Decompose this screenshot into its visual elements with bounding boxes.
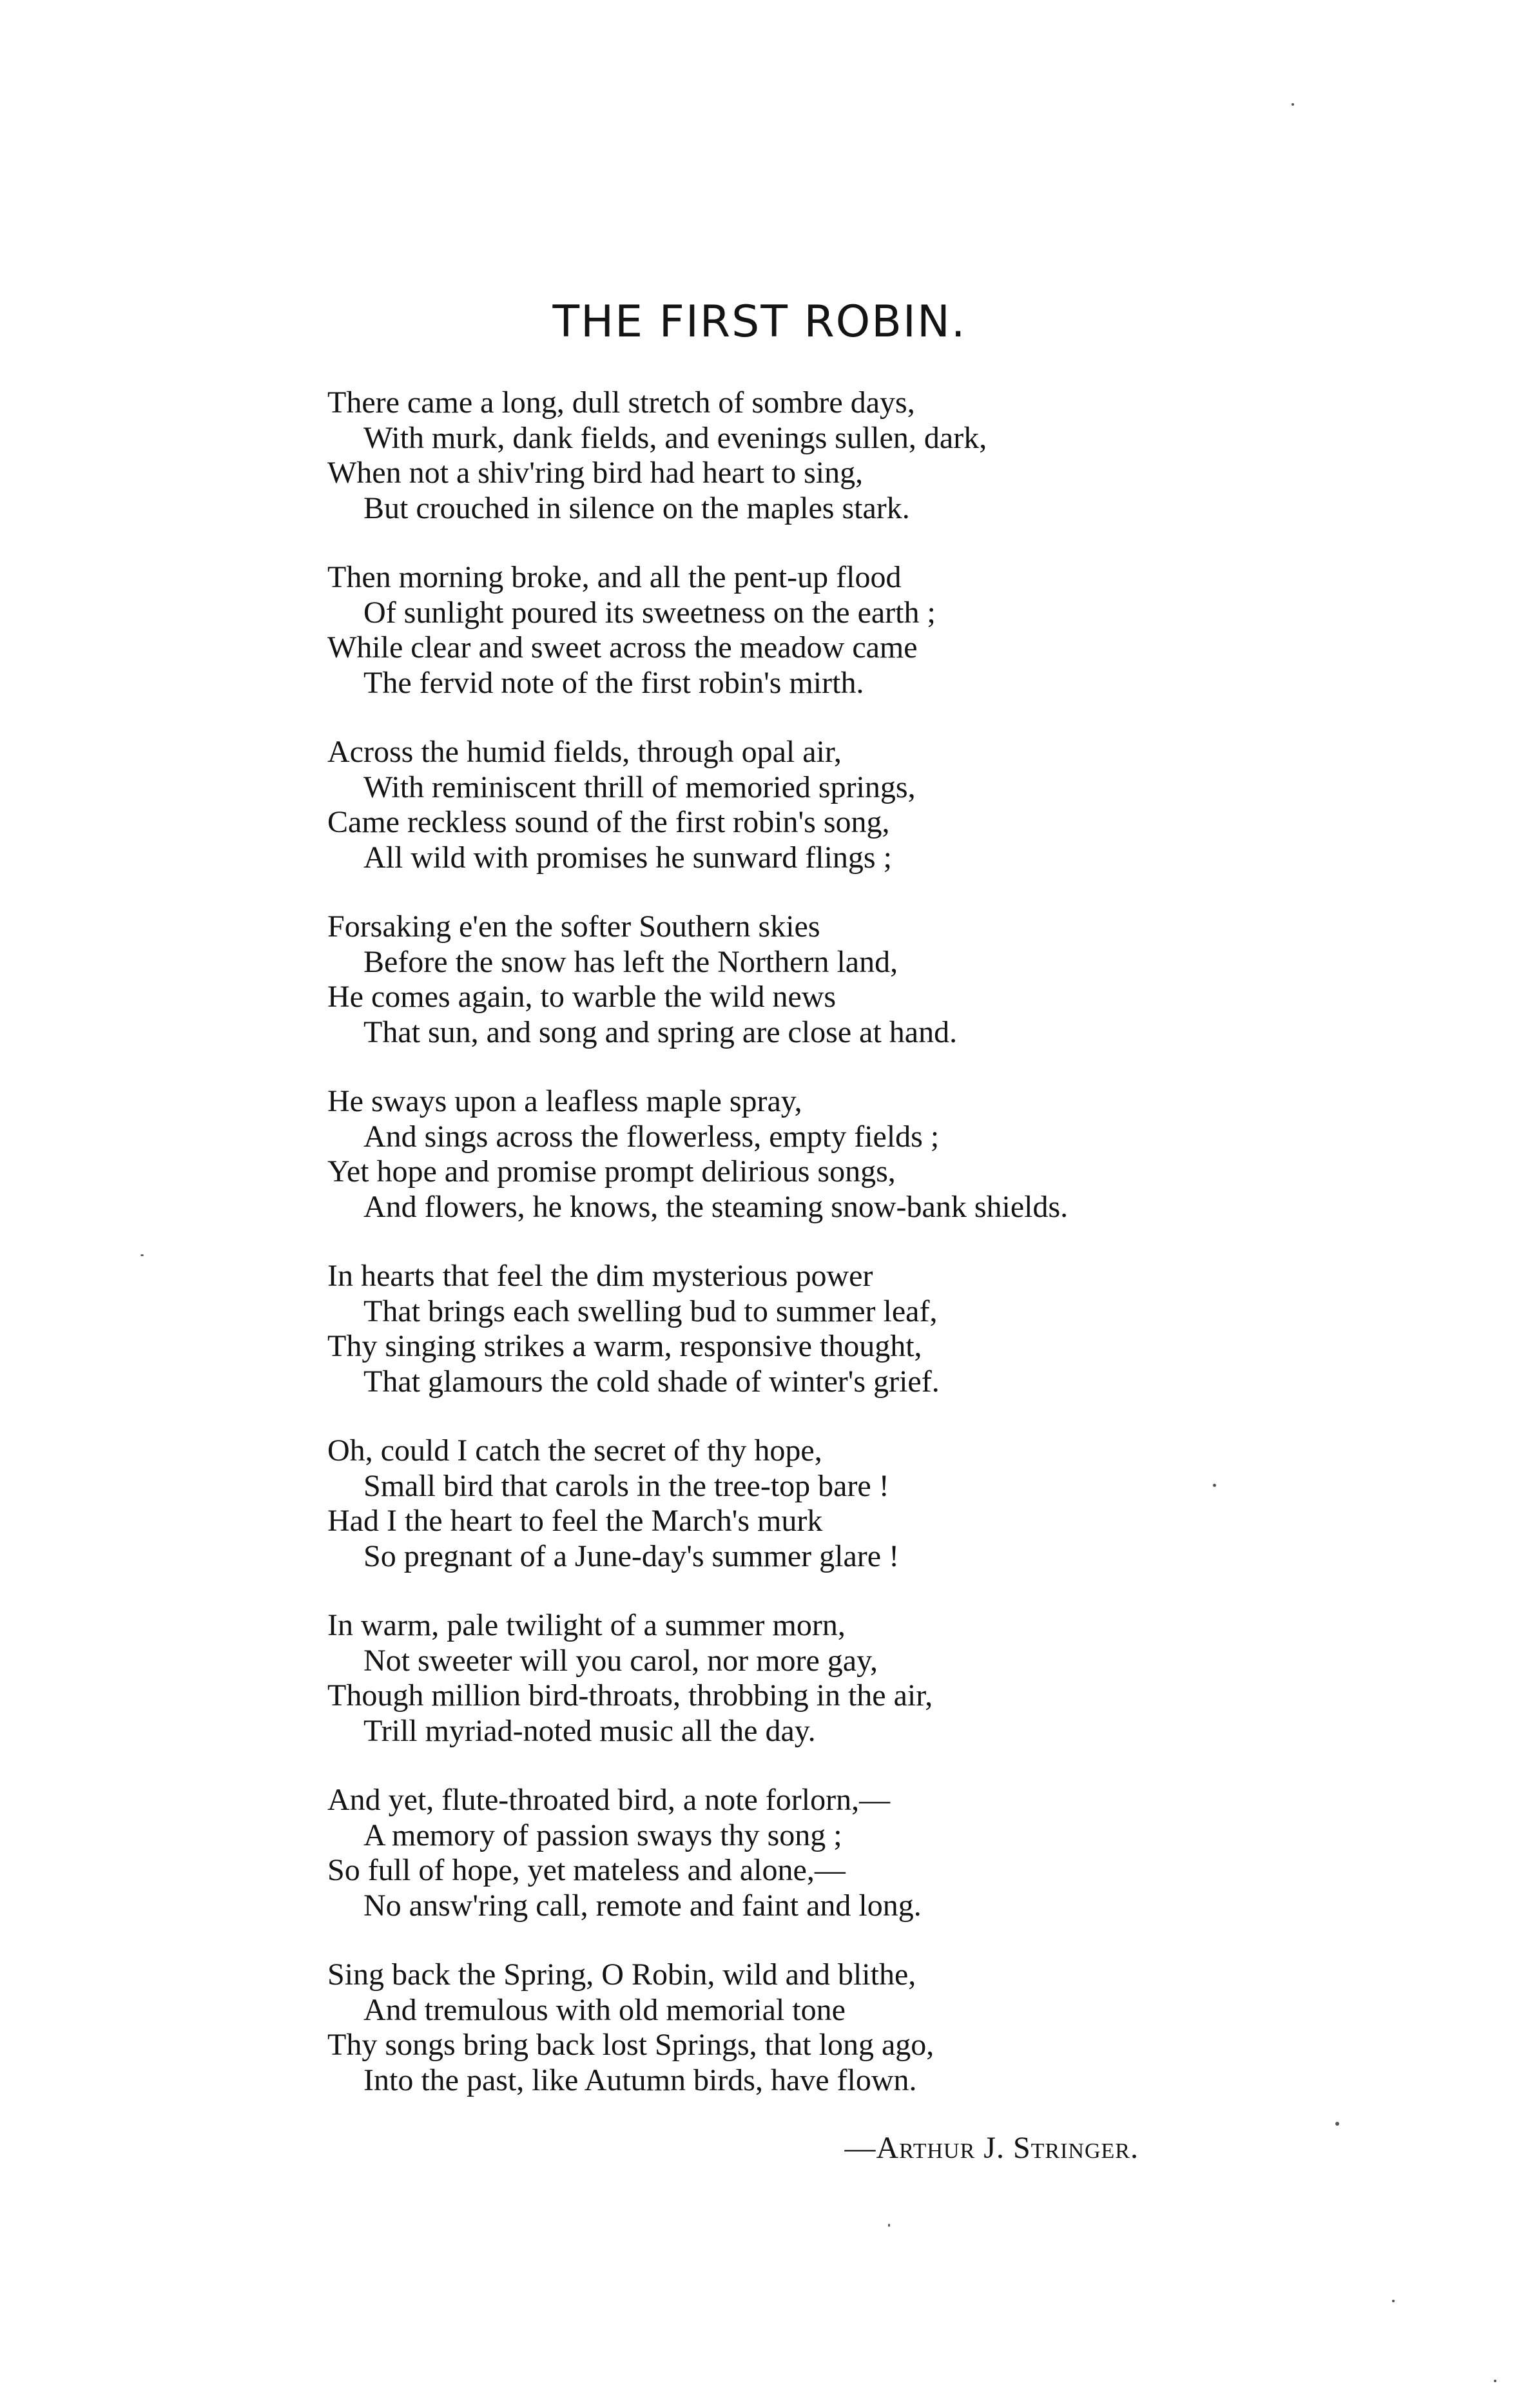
poem-line: That glamours the cold shade of winter's grief. [363,1364,940,1399]
stanza-5 [327,1084,1068,1225]
stanza-3 [327,735,1068,875]
poem-line: Small bird that carols in the tree-top bare ! [363,1468,889,1503]
poem-line: And flowers, he knows, the steaming snow-bank shields. [363,1189,1069,1224]
page-speck [1213,1484,1216,1487]
poem-line: Forsaking e'en the softer Southern skies [327,909,820,944]
stanza-8 [327,1608,1068,1749]
page-speck [1392,2300,1395,2302]
poem-line: But crouched in silence on the maples stark. [363,490,910,525]
poem-line: Had I the heart to feel the March's murk [327,1504,823,1538]
stanza-2 [327,560,1068,701]
poem-title: THE FIRST ROBIN. [552,296,967,347]
page-speck [140,1254,144,1256]
poem-line: A memory of passion sways thy song ; [363,1818,842,1852]
poem-line: Into the past, like Autumn birds, have flown. [363,2063,917,2097]
poem-line: The fervid note of the first robin's mirth. [363,665,864,700]
poem-line: Though million bird-throats, throbbing in the air, [327,1678,933,1713]
poem-line: And sings across the flowerless, empty fields ; [363,1119,940,1154]
poem-line: Before the snow has left the Northern land, [363,944,898,979]
poem-line: Came reckless sound of the first robin's song, [327,805,890,839]
poem-line: Of sunlight poured its sweetness on the earth ; [363,595,936,630]
poem-body [327,385,1068,2132]
poem-line: Oh, could I catch the secret of thy hope, [327,1433,822,1468]
poem-line: In hearts that feel the dim mysterious power [327,1259,873,1293]
poem-line: While clear and sweet across the meadow came [327,630,918,665]
poem-line: Sing back the Spring, O Robin, wild and blithe, [327,1957,916,1992]
poem-line: Not sweeter will you carol, nor more gay, [363,1643,878,1678]
poem-line: Yet hope and promise prompt delirious songs, [327,1154,896,1189]
poem-line: All wild with promises he sunward flings ; [363,840,892,875]
poem-line: No answ'ring call, remote and faint and long. [363,1888,922,1923]
poem-line: Across the humid fields, through opal air, [327,735,842,769]
poem-line: Thy songs bring back lost Springs, that long ago, [327,2028,934,2062]
page-speck [1292,103,1294,106]
poem-line: That sun, and song and spring are close at hand. [363,1015,958,1049]
poem-line: He sways upon a leafless maple spray, [327,1084,802,1118]
page-speck [888,2224,890,2227]
stanza-10 [327,1957,1068,2098]
poem-line: And tremulous with old memorial tone [363,1992,846,2027]
stanza-6 [327,1259,1068,1399]
poem-line: Trill myriad-noted music all the day. [363,1713,816,1748]
poem-line: That brings each swelling bud to summer leaf, [363,1294,938,1328]
poem-line: Thy singing strikes a warm, responsive thought, [327,1329,922,1363]
stanza-4 [327,909,1068,1050]
poem-line: And yet, flute-throated bird, a note forlorn,— [327,1783,891,1817]
page-speck [1494,2380,1496,2382]
poem-line: In warm, pale twilight of a summer morn, [327,1608,846,1642]
poem-line: When not a shiv'ring bird had heart to sing, [327,456,864,490]
poem-line: Then morning broke, and all the pent-up flood [327,560,902,594]
poem-line: With murk, dank fields, and evenings sullen, dark, [363,420,987,455]
stanza-9 [327,1783,1068,1923]
poem-line: So full of hope, yet mateless and alone,— [327,1853,846,1887]
poem-line: So pregnant of a June-day's summer glare ! [363,1539,900,1573]
poem-line: With reminiscent thrill of memoried springs, [363,770,916,804]
stanza-1 [327,385,1068,526]
author-signature: —Arthur J. Stringer. [844,2131,1139,2165]
poem-line: There came a long, dull stretch of sombre days, [327,385,915,420]
stanza-7 [327,1433,1068,1574]
page-speck [1335,2122,1339,2126]
poem-line: He comes again, to warble the wild news [327,980,837,1014]
